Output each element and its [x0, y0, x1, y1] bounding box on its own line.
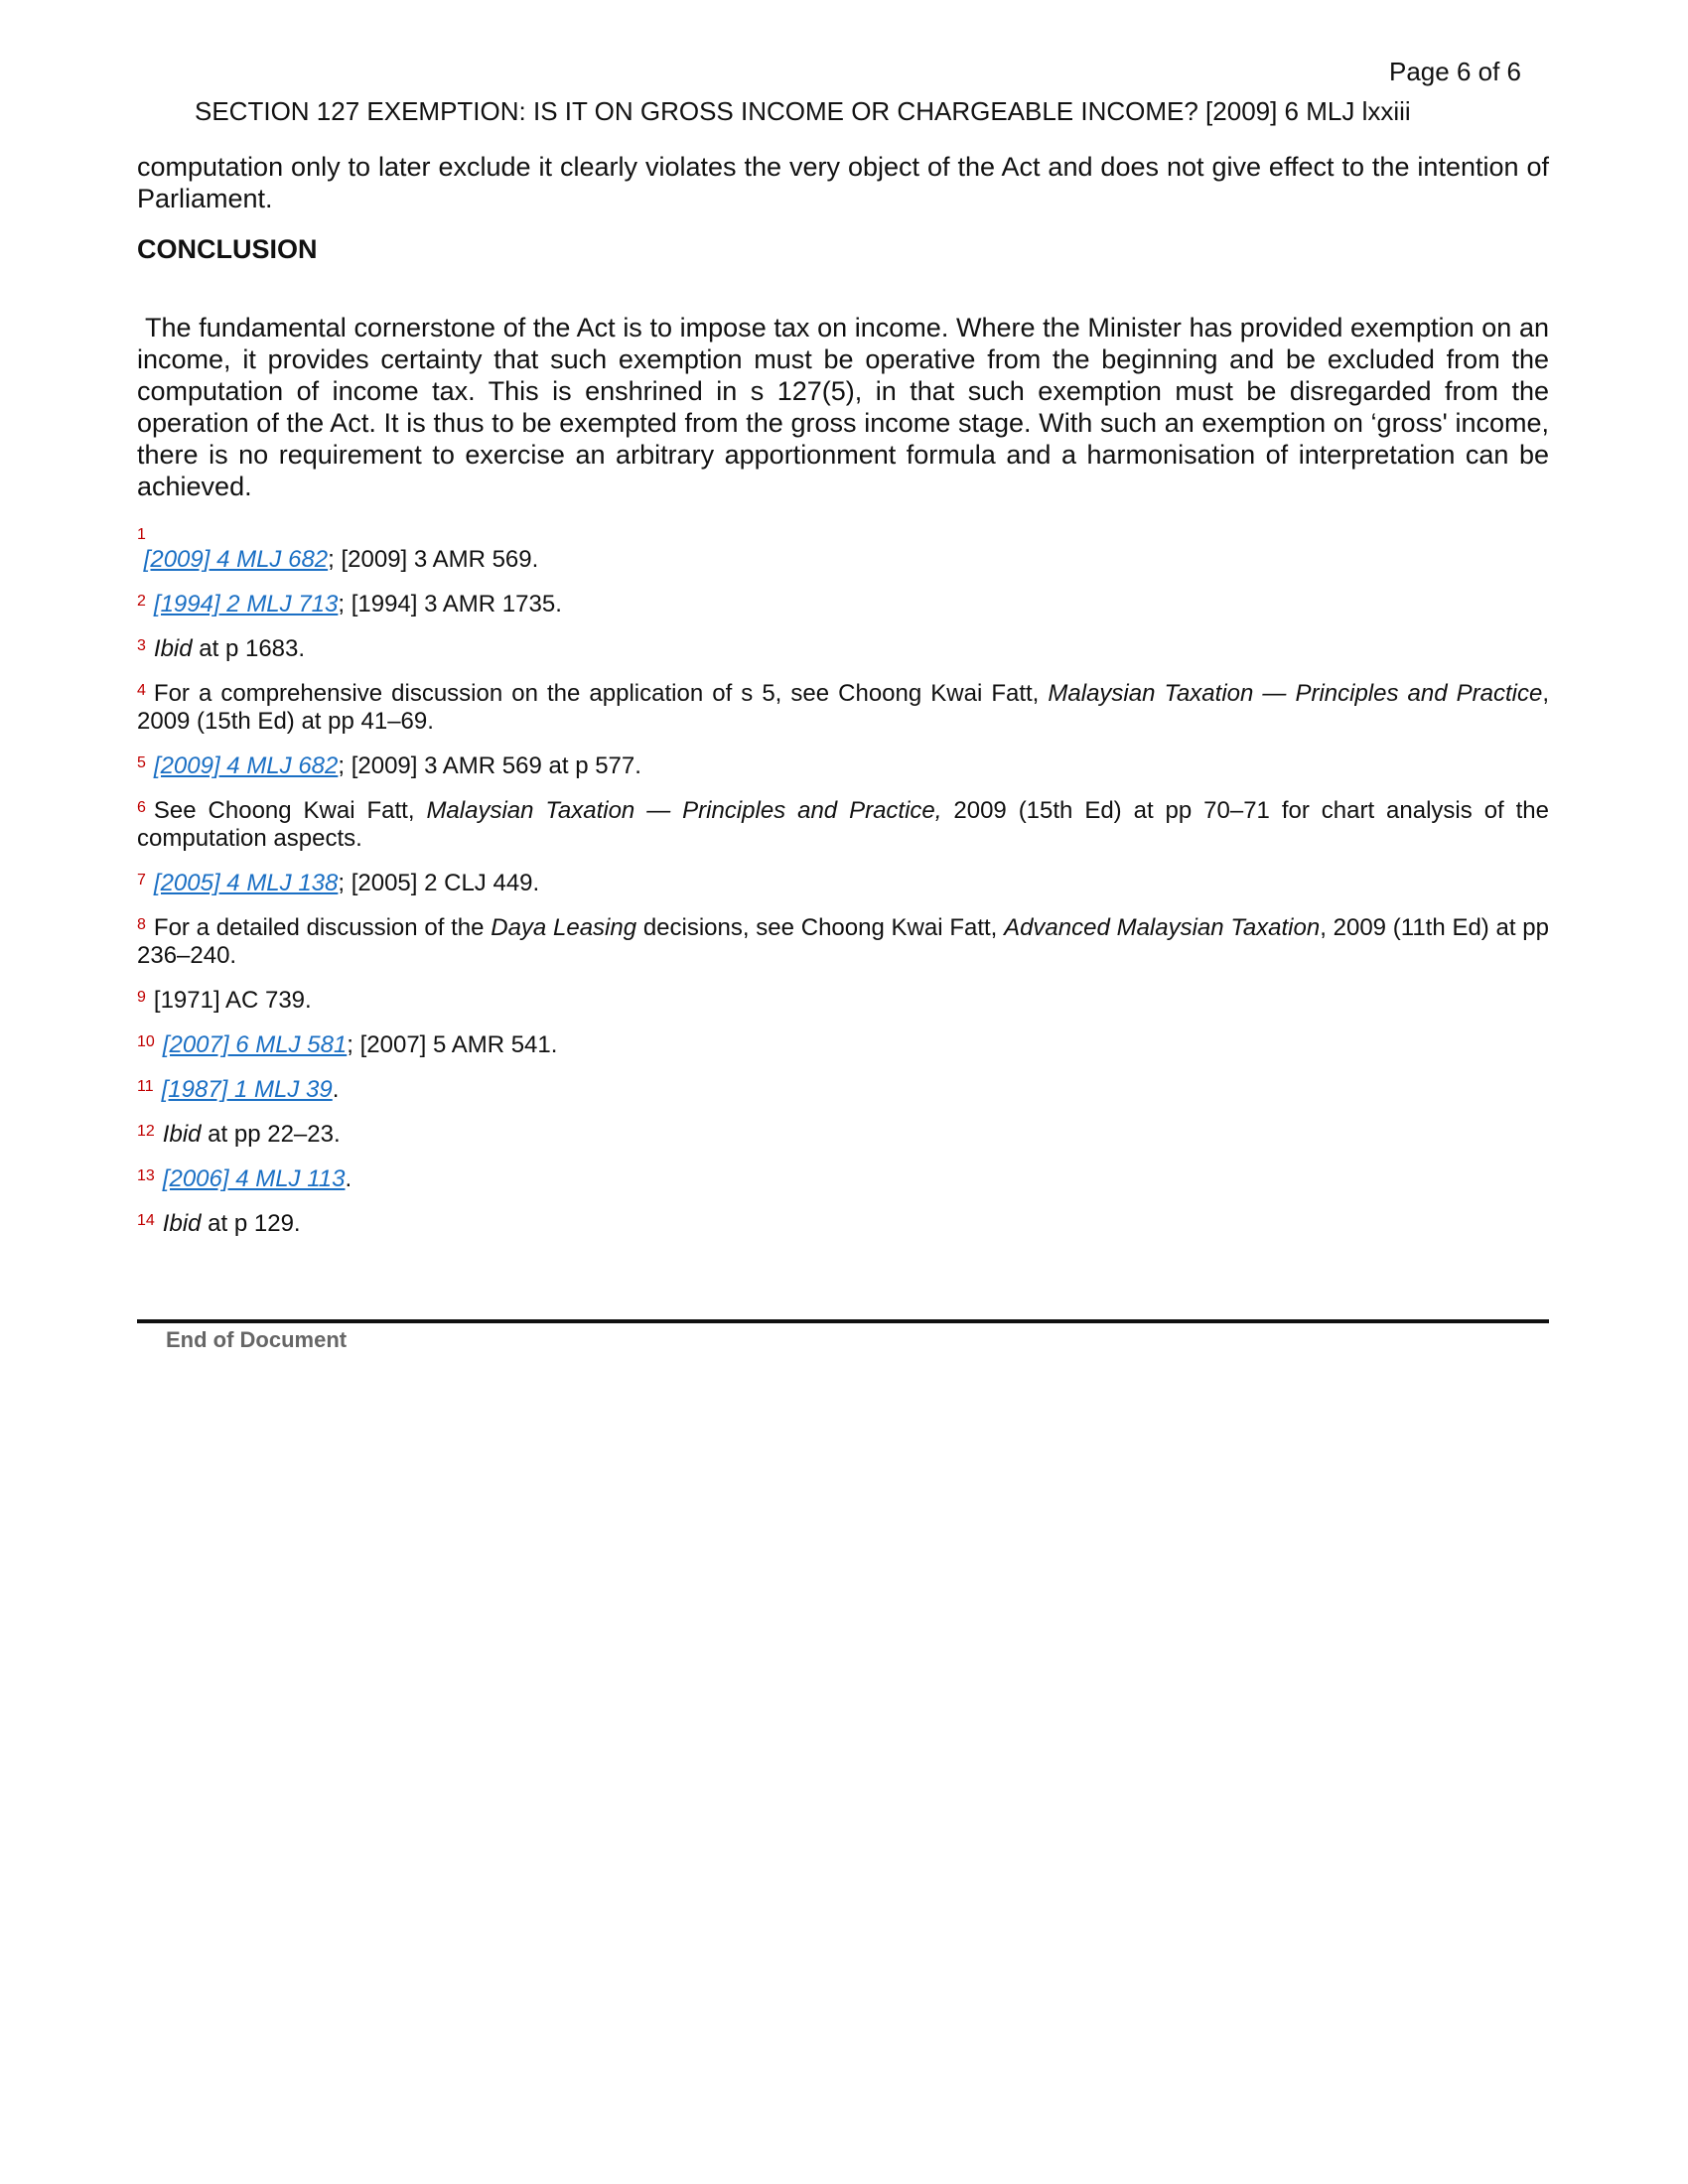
footnote-link[interactable]: [2007] 6 MLJ 581: [162, 1031, 348, 1058]
section-heading: CONCLUSION: [137, 234, 318, 264]
footnote-8: [137, 914, 1549, 970]
footnote-text: at p 129.: [201, 1210, 301, 1237]
footnote-italic: Malaysian Taxation — Principles and Practice,: [426, 797, 942, 824]
running-header: SECTION 127 EXEMPTION: IS IT ON GROSS INCOME OR CHARGEABLE INCOME? [2009] 6 MLJ lxxiii: [195, 96, 1411, 126]
footnote-3: [137, 635, 1549, 663]
footnote-text: [1971] AC 739.: [153, 987, 312, 1014]
footnote-text: ; [2007] 5 AMR 541.: [347, 1031, 558, 1058]
footnote-link[interactable]: [2006] 4 MLJ 113: [162, 1165, 346, 1192]
footnote-9: [137, 987, 1549, 1015]
footnote-number: 13: [137, 1167, 155, 1184]
footnote-link[interactable]: [2005] 4 MLJ 138: [153, 870, 339, 896]
footnote-text: .: [345, 1165, 352, 1192]
footnote-italic: Malaysian Taxation — Principles and Practice: [1048, 680, 1543, 707]
conclusion-paragraph: The fundamental cornerstone of the Act is to impose tax on income. Where the Minister has provided exemption on an income, it provides certainty that such exemption must be operative from the beginning and be excluded from the computation of income tax. This is enshrined in s 127(5), in that such exemption must be disregarded from the operation of the Act. It is thus to be exempted from the gross income stage. With such an exemption on ‘gross' income, there is no requirement to exercise an arbitrary apportionment formula and a harmonisation of interpretation can be achieved.: [137, 313, 1549, 501]
page-number: Page 6 of 6: [1389, 57, 1521, 86]
footnote-link[interactable]: [2009] 4 MLJ 682: [143, 546, 329, 573]
footnote-text: ; [2005] 2 CLJ 449.: [338, 870, 540, 896]
footnote-number: 8: [137, 916, 146, 933]
footnote-text: ; [2009] 3 AMR 569 at p 577.: [338, 752, 641, 779]
footnote-11: [137, 1076, 1549, 1104]
footnote-link[interactable]: [1987] 1 MLJ 39: [161, 1076, 333, 1103]
footnote-number: 7: [137, 872, 146, 888]
footnote-link[interactable]: [1994] 2 MLJ 713: [153, 591, 339, 617]
footnote-6: [137, 797, 1549, 853]
footnote-number: 3: [137, 637, 146, 654]
footnote-italic: Ibid: [153, 635, 193, 662]
document-body: [137, 151, 1549, 1255]
footnote-number: 12: [137, 1123, 155, 1140]
footnote-text: For a comprehensive discussion on the application of s 5, see Choong Kwai Fatt,: [153, 680, 1049, 707]
end-of-document-rule: [137, 1319, 1549, 1323]
footnote-number: 5: [137, 754, 146, 771]
footnote-10: [137, 1031, 1549, 1059]
footnote-7: [137, 870, 1549, 897]
footnote-number: 4: [137, 682, 146, 699]
footnote-2: [137, 591, 1549, 618]
continuation-paragraph: computation only to later exclude it clearly violates the very object of the Act and does not give effect to the intention of Parliament.: [137, 152, 1549, 213]
footnote-text: 2009 (15th Ed) at pp 70–71 for chart analysis of the computation aspects.: [137, 797, 1550, 852]
footnote-text: decisions, see Choong Kwai Fatt,: [636, 914, 1005, 941]
footnote-1: [137, 524, 1549, 574]
end-of-document-label: End of Document: [166, 1327, 348, 1352]
footnote-link[interactable]: [2009] 4 MLJ 682: [153, 752, 339, 779]
footnote-text: For a detailed discussion of the: [153, 914, 492, 941]
footnote-number: 2: [137, 593, 146, 610]
footnote-text: .: [332, 1076, 340, 1103]
footnote-text: at pp 22–23.: [201, 1121, 341, 1148]
footnote-number: 9: [137, 989, 146, 1006]
footnote-number: 1: [137, 526, 146, 543]
footnote-number: 10: [137, 1033, 155, 1050]
footnotes: [137, 524, 1549, 1238]
footnote-12: [137, 1121, 1549, 1149]
footnote-text: ; [1994] 3 AMR 1735.: [338, 591, 562, 617]
footnote-14: [137, 1210, 1549, 1238]
footnote-number: 6: [137, 799, 146, 816]
footnote-text: at p 1683.: [192, 635, 306, 662]
footnote-number: 14: [137, 1212, 155, 1229]
footnote-5: [137, 752, 1549, 780]
footnote-text: ; [2009] 3 AMR 569.: [328, 546, 539, 573]
footnote-italic: Ibid: [162, 1210, 202, 1237]
footnote-4: [137, 680, 1549, 736]
footnote-text: See Choong Kwai Fatt,: [153, 797, 427, 824]
footnote-italic: Advanced Malaysian Taxation: [1004, 914, 1321, 941]
footnote-number: 11: [137, 1078, 154, 1095]
footnote-text: , 2009 (15th Ed) at pp 41–69.: [137, 680, 1550, 735]
footnote-italic: Daya Leasing: [491, 914, 637, 941]
footnote-text: , 2009 (11th Ed) at pp 236–240.: [137, 914, 1549, 969]
footnote-italic: Ibid: [162, 1121, 202, 1148]
footnote-13: [137, 1165, 1549, 1193]
